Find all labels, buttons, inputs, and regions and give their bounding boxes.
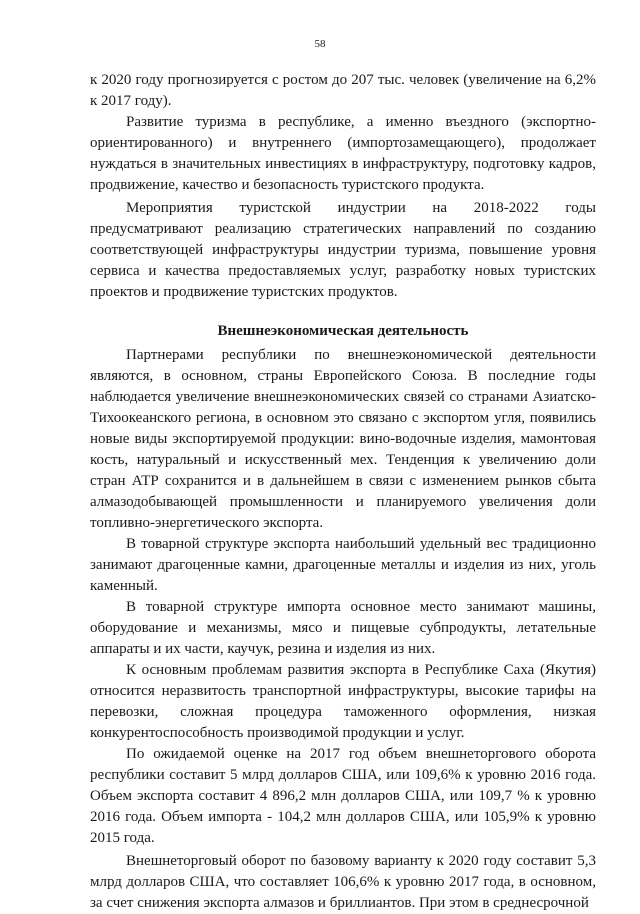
partners-paragraph: Партнерами республики по внешнеэкономической деятельности являются, в основном, страны Европейского Союза. В последние годы наблюдается увеличение внешнеэкономических связей со странами Азиатско-Тихоокеанского региона, в основном это связано с экспортом угля, появились новые виды экспортируемой продукции: вино-водочные изделия, мамонтовая кость, натуральный и искусственный мех. Тенденция к увеличению доли стран АТР сохранится и в дальнейшем в связи с изменением рынков сбыта алмазодобывающей промышленности и планируемого увеличения доли топливно-энергетического экспорта. (90, 347, 596, 531)
page-content (90, 70, 596, 914)
export-structure-paragraph: В товарной структуре экспорта наибольший удельный вес традиционно занимают драгоценные камни, драгоценные металлы и изделия из них, уголь каменный. (90, 536, 596, 594)
section-heading: Внешнеэкономическая деятельность (217, 323, 469, 339)
import-structure-paragraph: В товарной структуре импорта основное место занимают машины, оборудование и механизмы, мясо и пищевые субпродукты, летательные аппараты и их части, каучук, резина и изделия из них. (90, 599, 596, 657)
export-problems-paragraph: К основным проблемам развития экспорта в Республике Саха (Якутия) относится неразвитость транспортной инфраструктуры, высокие тарифы на перевозки, сложная процедура таможенного оформления, низкая конкурентоспособность производимой продукции и услуг. (90, 662, 596, 741)
trade-estimate-paragraph: По ожидаемой оценке на 2017 год объем внешнеторгового оборота республики составит 5 млрд долларов США, или 109,6% к уровню 2016 года. Объем экспорта составит 4 896,2 млн долларов США, или 109,7 % к уровню 2016 года. Объем импорта - 104,2 млн долларов США, или 105,9% к уровню 2015 года. (90, 746, 596, 846)
intro-paragraph: к 2020 году прогнозируется с ростом до 207 тыс. человек (увеличение на 6,2% к 2017 году). (90, 72, 596, 109)
tourism-paragraph-1: Развитие туризма в республике, а именно въездного (экспортно-ориентированного) и внутреннего (импортозамещающего), продолжает нуждаться в значительных инвестициях в инфраструктуру, подготовку кадров, продвижение, качество и безопасность туристского продукта. (90, 114, 596, 193)
page-number: 58 (314, 38, 326, 50)
tourism-paragraph-2: Мероприятия туристской индустрии на 2018-2022 годы предусматривают реализацию стратегических направлений по созданию соответствующей инфраструктуры индустрии туризма, повышение уровня сервиса и качества предоставляемых услуг, разработку новых туристских проектов и продвижение туристских продуктов. (90, 200, 596, 300)
trade-forecast-paragraph: Внешнеторговый оборот по базовому варианту к 2020 году составит 5,3 млрд долларов США, что составляет 106,6% к уровню 2017 года, в основном, за счет снижения экспорта алмазов и бриллиантов. При этом в среднесрочной (90, 853, 596, 911)
